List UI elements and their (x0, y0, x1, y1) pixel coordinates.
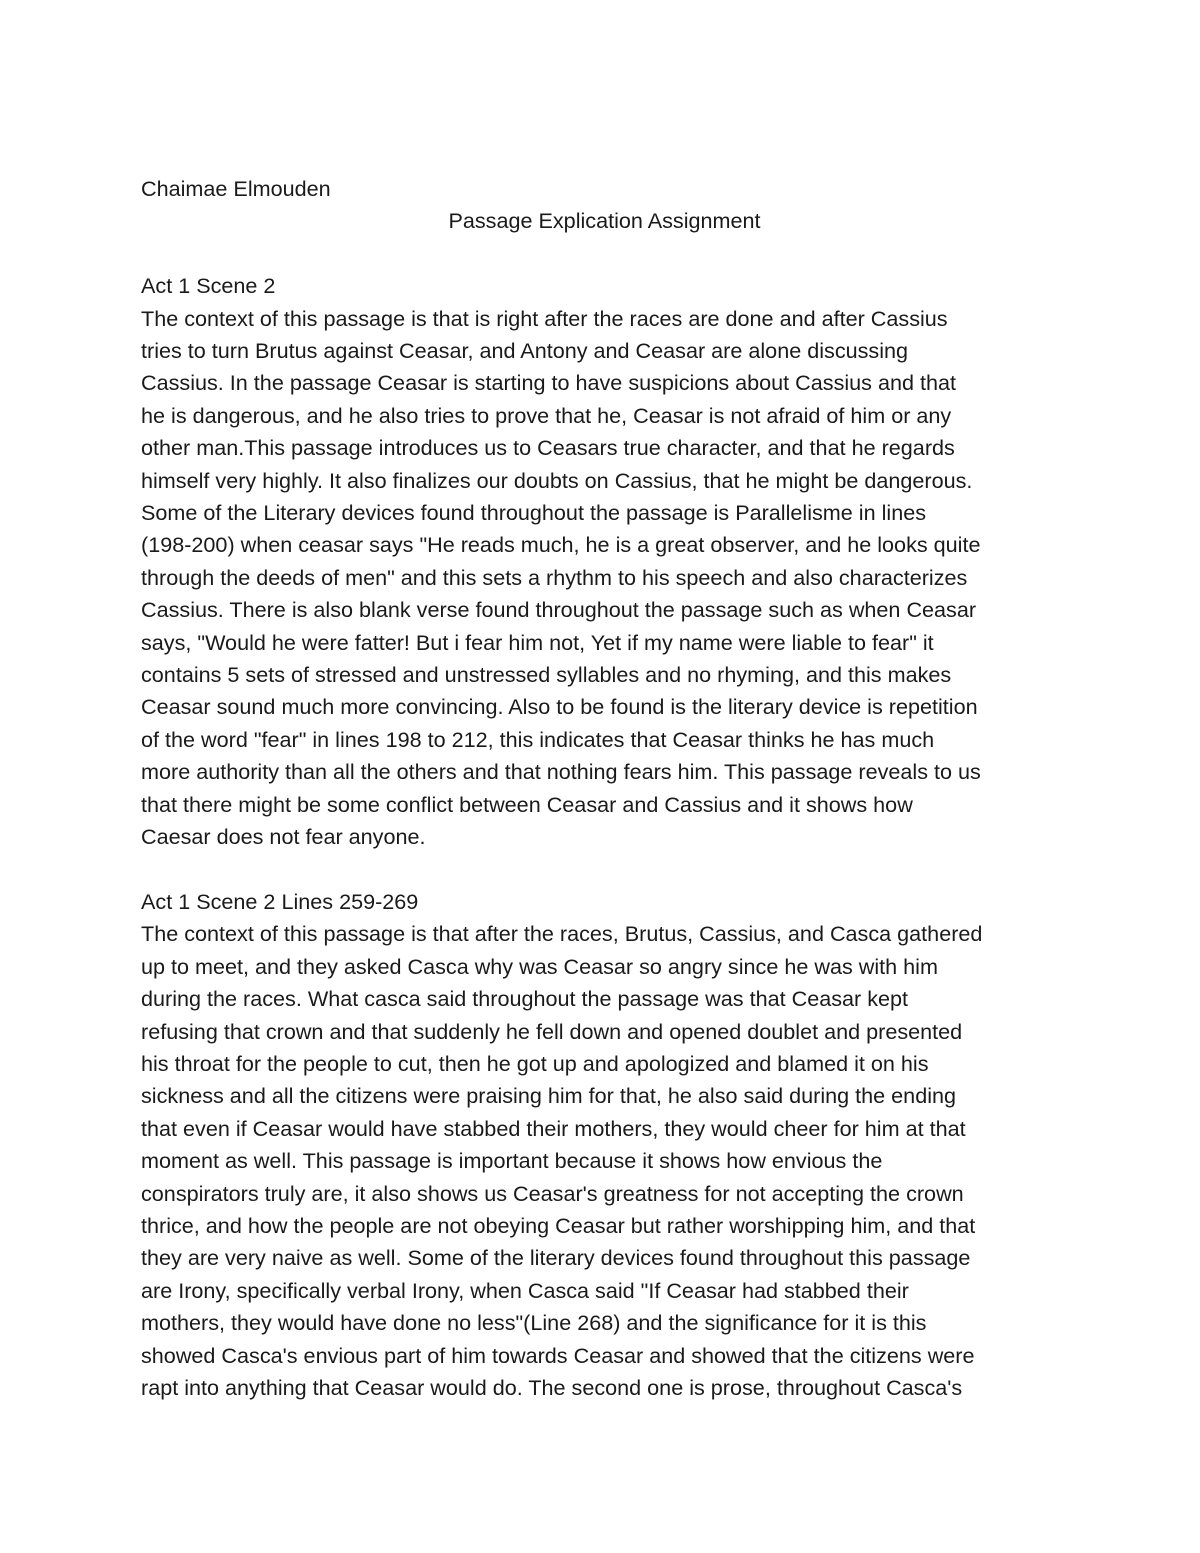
section-heading: Act 1 Scene 2 Lines 259-269 (141, 888, 419, 914)
text-line: other man.This passage introduces us to Ceasars true character, and that he regards (141, 435, 955, 461)
author-name: Chaimae Elmouden (141, 176, 331, 201)
text-line: Caesar does not fear anyone. (141, 824, 426, 850)
text-line: himself very highly. It also finalizes our doubts on Cassius, that he might be dangerous. (141, 467, 973, 493)
section-1 (141, 270, 1066, 853)
text-line: moment as well. This passage is important because it shows how envious the (141, 1148, 883, 1174)
section-paragraph (141, 918, 1066, 1404)
document-body (141, 173, 1066, 1404)
text-line: tries to turn Brutus against Ceasar, and Antony and Ceasar are alone discussing (141, 338, 909, 364)
text-line: The context of this passage is that after the races, Brutus, Cassius, and Casca gathered (141, 921, 983, 947)
section-2 (141, 886, 1066, 1405)
spacer (141, 854, 1066, 886)
text-line: he is dangerous, and he also tries to prove that he, Ceasar is not afraid of him or any (141, 402, 952, 428)
text-line: conspirators truly are, it also shows us Ceasar's greatness for not accepting the crown (141, 1180, 964, 1206)
text-line: refusing that crown and that suddenly he fell down and opened doublet and presented (141, 1018, 963, 1044)
text-line: that even if Ceasar would have stabbed their mothers, they would cheer for him at that (141, 1115, 966, 1141)
document-title: Passage Explication Assignment (448, 208, 761, 234)
text-line: they are very naive as well. Some of the literary devices found throughout this passage (141, 1245, 971, 1271)
text-line: during the races. What casca said throughout the passage was that Ceasar kept (141, 986, 909, 1012)
text-line: mothers, they would have done no less"(Line 268) and the significance for it is this (141, 1310, 927, 1336)
text-line: rapt into anything that Ceasar would do. The second one is prose, throughout Casca's (141, 1375, 963, 1400)
text-line: Ceasar sound much more convincing. Also to be found is the literary device is repetition (141, 694, 978, 720)
text-line: contains 5 sets of stressed and unstressed syllables and no rhyming, and this makes (141, 662, 952, 688)
text-line: Cassius. There is also blank verse found throughout the passage such as when Ceasar (141, 597, 977, 623)
text-line: of the word "fear" in lines 198 to 212, this indicates that Ceasar thinks he has much (141, 726, 935, 752)
section-heading: Act 1 Scene 2 (141, 273, 276, 299)
text-line: more authority than all the others and that nothing fears him. This passage reveals to us (141, 759, 981, 785)
text-line: showed Casca's envious part of him towards Ceasar and showed that the citizens were (141, 1342, 975, 1368)
text-line: sickness and all the citizens were praising him for that, he also said during the ending (141, 1083, 957, 1109)
text-line: (198-200) when ceasar says "He reads much, he is a great observer, and he looks quite (141, 532, 981, 558)
section-paragraph (141, 303, 1066, 854)
text-line: through the deeds of men" and this sets a rhythm to his speech and also characterizes (141, 564, 968, 590)
text-line: that there might be some conflict between Ceasar and Cassius and it shows how (141, 791, 913, 817)
text-line: up to meet, and they asked Casca why was Ceasar so angry since he was with him (141, 953, 938, 979)
text-line: Cassius. In the passage Ceasar is starting to have suspicions about Cassius and that (141, 370, 957, 396)
text-line: The context of this passage is that is right after the races are done and after Cassius (141, 305, 948, 331)
text-line: Some of the Literary devices found throughout the passage is Parallelisme in lines (141, 500, 927, 526)
text-line: says, "Would he were fatter! But i fear him not, Yet if my name were liable to fear" it (141, 629, 934, 655)
spacer (141, 238, 1066, 270)
text-line: are Irony, specifically verbal Irony, when Casca said "If Ceasar had stabbed their (141, 1277, 909, 1303)
text-line: his throat for the people to cut, then he got up and apologized and blamed it on his (141, 1050, 929, 1076)
text-line: thrice, and how the people are not obeying Ceasar but rather worshipping him, and that (141, 1212, 976, 1238)
